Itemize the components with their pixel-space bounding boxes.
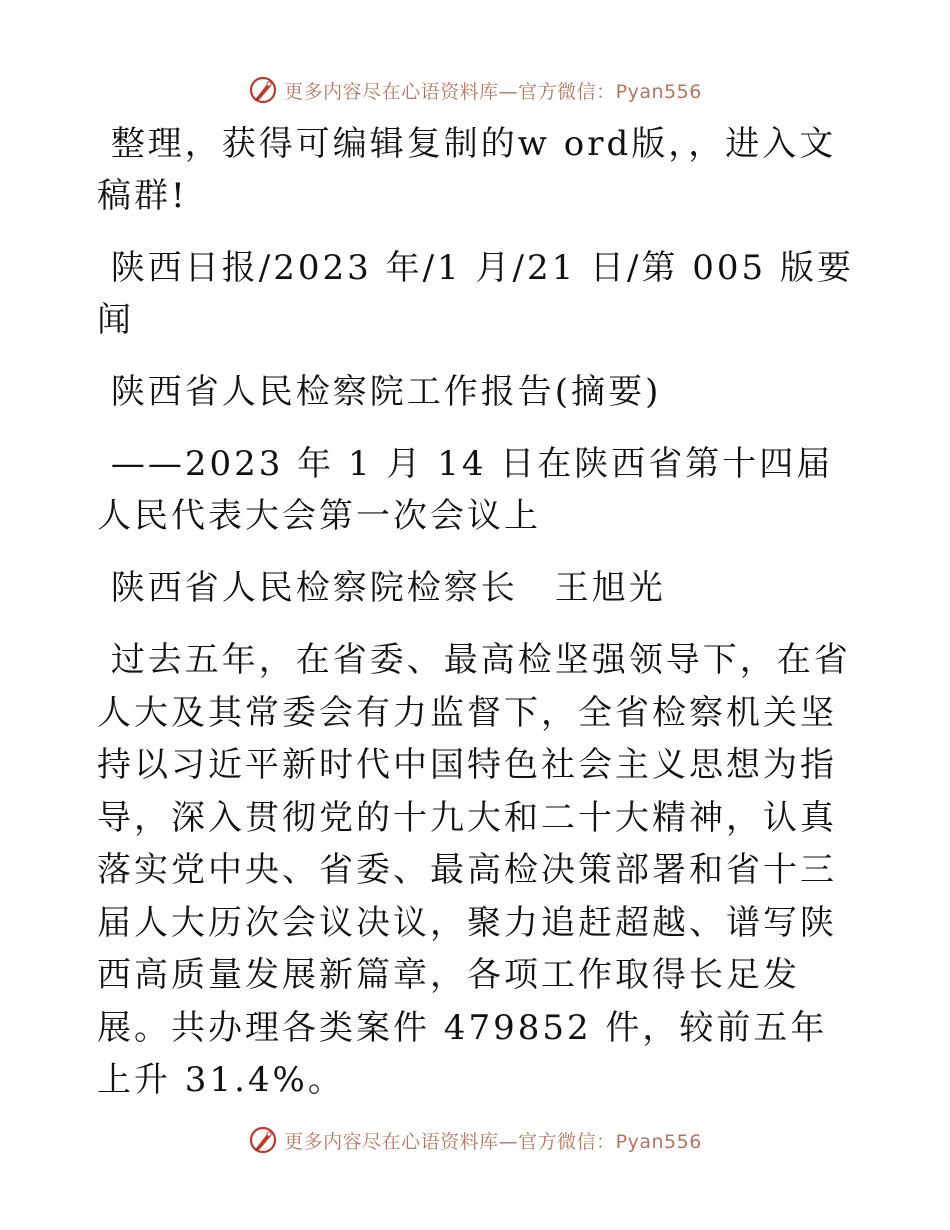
quill-pen-seal-icon [248, 75, 278, 105]
source-line: 陕西日报/2023 年/1 月/21 日/第 005 版要闻 [97, 248, 854, 340]
report-title: 陕西省人民检察院工作报告(摘要) [97, 372, 662, 412]
intro-note: 整理，获得可编辑复制的w ord版，，进入文稿群! [97, 124, 837, 216]
author-line: 陕西省人民检察院检察长 王旭光 [97, 568, 666, 608]
footer-watermark-text: 更多内容尽在心语资料库—官方微信：Pyan556 [284, 1130, 702, 1153]
quill-pen-seal-icon [248, 1125, 278, 1155]
body-paragraph: 过去五年，在省委、最高检坚强领导下，在省人大及其常委会有力监督下，全省检察机关坚持以习近平新时代中国特色社会主义思想为指导，深入贯彻党的十九大和二十大精神，认真落实党中央、省委、最高检决策部署和省十三届人大历次会议决议，聚力追赶超越、谱写陕西高质量发展新篇章，各项工作取得长足发展。共办理各类案件 479852 件，较前五年上升 31.4%。 [97, 640, 851, 1100]
document-body [97, 118, 857, 1127]
header-watermark-text: 更多内容尽在心语资料库—官方微信：Pyan556 [284, 80, 702, 103]
header-watermark-banner [0, 70, 950, 110]
footer-watermark-banner [0, 1120, 950, 1160]
report-subtitle: ——2023 年 1 月 14 日在陕西省第十四届人民代表大会第一次会议上 [97, 444, 834, 536]
